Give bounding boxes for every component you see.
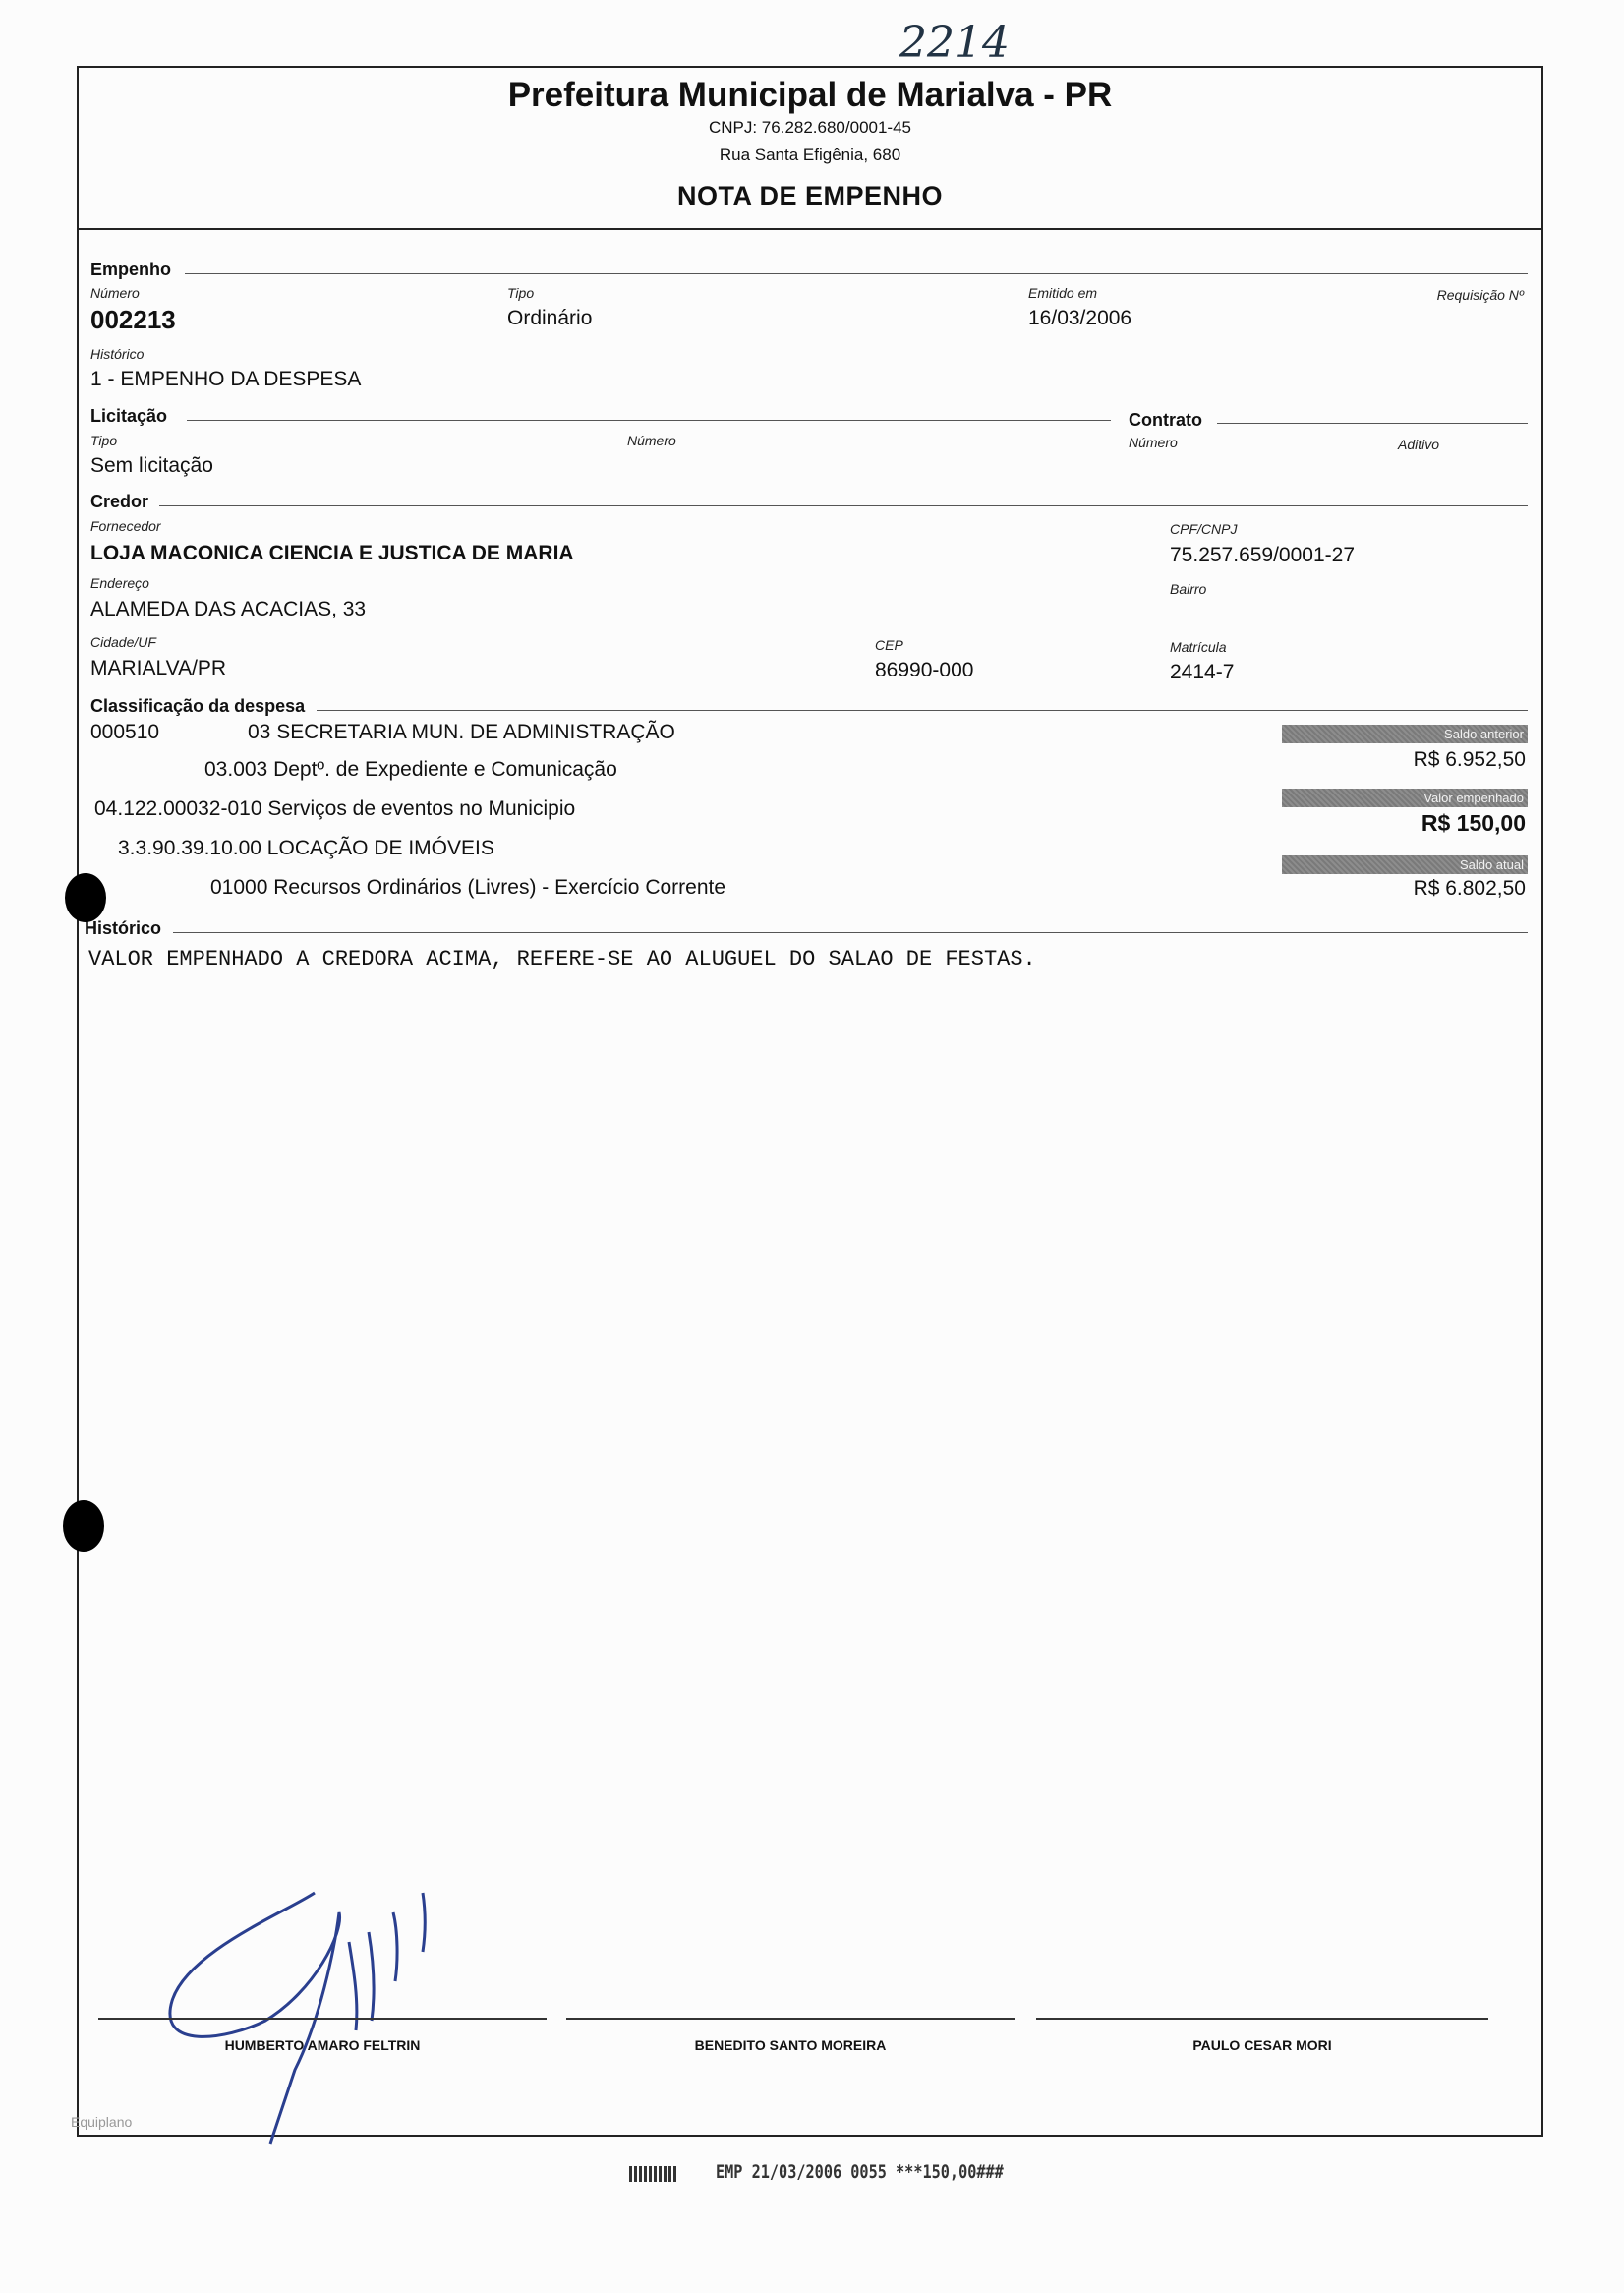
signature-name-3: PAULO CESAR MORI [1192,2037,1332,2053]
empenho-historico-label: Histórico [90,346,145,362]
class-line3: 04.122.00032-010 Serviços de eventos no Municipio [94,797,576,820]
contrato-aditivo-label: Aditivo [1398,437,1440,452]
punch-hole-bottom [63,1500,104,1552]
endereco-label: Endereço [90,575,149,591]
signature-scribble [147,1873,462,2148]
rule-credor [159,505,1528,506]
section-classificacao: Classificação da despesa [90,696,306,716]
rule-classificacao [317,710,1528,711]
signature-line-2 [566,2018,1015,2020]
valor-empenhado-value: R$ 150,00 [1421,810,1526,836]
cidade-label: Cidade/UF [90,634,156,650]
class-line2: 03.003 Deptº. de Expediente e Comunicação [204,758,617,781]
footer-brand: Equiplano [71,2114,133,2130]
signature-line-3 [1036,2018,1488,2020]
cep-label: CEP [875,637,903,653]
bairro-label: Bairro [1170,581,1207,597]
valor-empenhado-label: Valor empenhado [1282,789,1528,807]
matricula-value: 2414-7 [1170,661,1235,683]
rule-empenho [185,273,1528,274]
matricula-label: Matrícula [1170,639,1227,655]
empenho-numero-label: Número [90,285,140,301]
saldo-atual-value: R$ 6.802,50 [1413,877,1526,900]
punch-hole-top [65,873,106,922]
empenho-tipo: Ordinário [507,307,593,329]
emitido-label: Emitido em [1028,285,1098,301]
fornecedor-label: Fornecedor [90,518,161,534]
rule-historico [173,932,1528,933]
class-code: 000510 [90,721,160,743]
rule-licitacao [187,420,1111,421]
section-empenho: Empenho [90,260,172,279]
cpf-value: 75.257.659/0001-27 [1170,544,1356,566]
cidade-value: MARIALVA/PR [90,657,227,679]
cnpj-text: CNPJ: 76.282.680/0001-45 [708,118,912,137]
cpf-label: CPF/CNPJ [1170,521,1238,537]
empenho-tipo-label: Tipo [507,285,535,301]
cep-value: 86990-000 [875,659,974,681]
contrato-numero-label: Número [1129,435,1178,450]
class-line4: 3.3.90.39.10.00 LOCAÇÃO DE IMÓVEIS [118,837,494,859]
section-historico: Histórico [85,918,162,938]
endereco-value: ALAMEDA DAS ACACIAS, 33 [90,598,367,620]
emitido-date: 16/03/2006 [1028,307,1132,329]
section-contrato: Contrato [1129,410,1202,430]
licitacao-tipo-label: Tipo [90,433,118,448]
class-line5: 01000 Recursos Ordinários (Livres) - Exercício Corrente [210,876,726,899]
doc-title: NOTA DE EMPENHO [676,181,943,210]
handwritten-number: 2214 [899,18,1010,68]
class-line1: 03 SECRETARIA MUN. DE ADMINISTRAÇÃO [248,721,675,743]
licitacao-numero-label: Número [627,433,676,448]
empenho-historico: 1 - EMPENHO DA DESPESA [90,368,362,390]
signature-line-1 [98,2018,547,2020]
signature-name-1: HUMBERTO AMARO FELTRIN [224,2037,421,2053]
bank-stamp: EMP 21/03/2006 0055 ***150,00### [716,2161,1004,2183]
historico-text: VALOR EMPENHADO A CREDORA ACIMA, REFERE-SE AO ALUGUEL DO SALAO DE FESTAS. [88,947,1036,971]
saldo-anterior-label: Saldo anterior [1282,725,1528,743]
signature-name-2: BENEDITO SANTO MOREIRA [694,2037,887,2053]
saldo-anterior-value: R$ 6.952,50 [1413,748,1526,771]
section-licitacao: Licitação [90,406,168,426]
address-text: Rua Santa Efigênia, 680 [719,146,901,164]
page-title: Prefeitura Municipal de Marialva - PR [507,76,1113,114]
empenho-numero: 002213 [90,305,176,334]
requisicao-label: Requisição Nº [1436,287,1524,303]
bank-stamp-logo [629,2166,678,2182]
header-divider [77,228,1543,230]
fornecedor-name: LOJA MACONICA CIENCIA E JUSTICA DE MARIA [90,542,574,564]
saldo-atual-label: Saldo atual [1282,855,1528,874]
licitacao-tipo: Sem licitação [90,454,213,477]
section-credor: Credor [90,492,149,511]
rule-contrato [1217,423,1528,424]
